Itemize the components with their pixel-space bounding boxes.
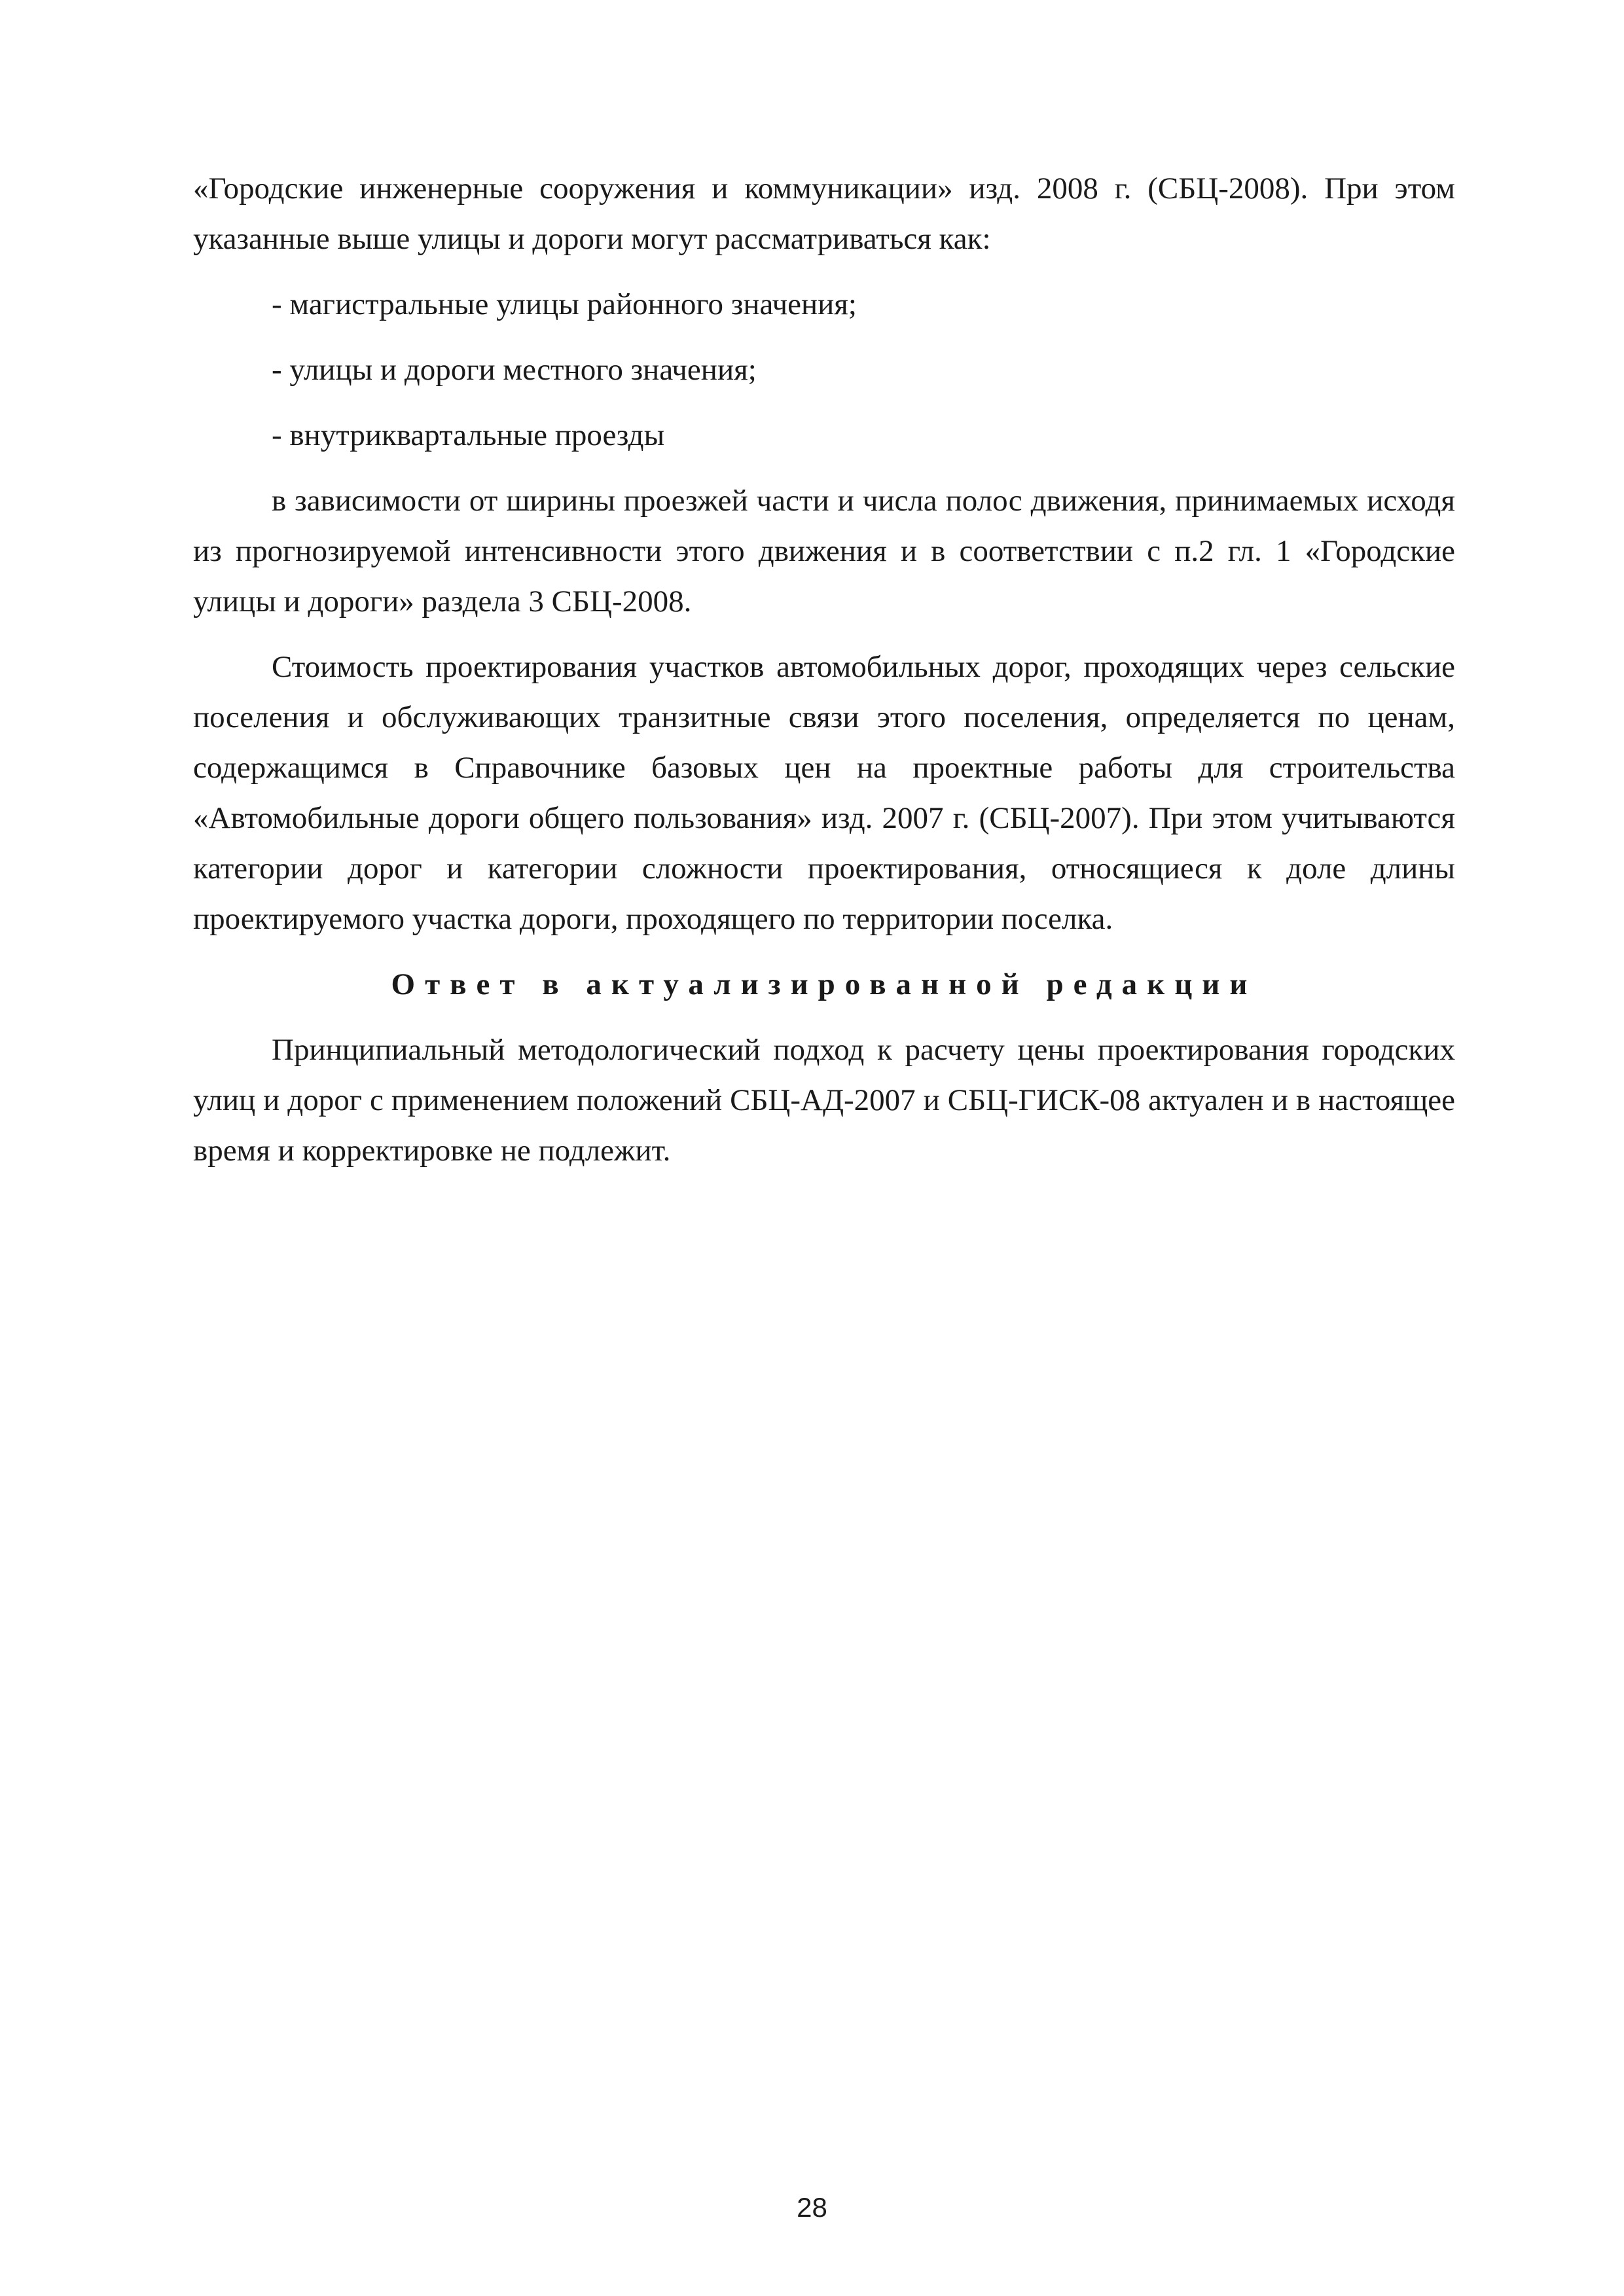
list-item-inner-passages: - внутриквартальные проезды [272,418,665,452]
section-heading: Ответ в актуализированной редакции [391,967,1257,1001]
document-page [193,164,1455,2127]
paragraph-answer: Принципиальный методологический подход к расчету цены проектирования городских улиц и дорог с применением положений СБЦ-АД-2007 и СБЦ-ГИСК-08 актуален и в настоящее время и корректировке не подлежит. [193,1033,1455,1168]
paragraph-dependency: в зависимости от ширины проезжей части и числа полос движения, принимаемых исходя из прогнозируемой интенсивности этого движения и в соответствии с п.2 гл. 1 «Городские улицы и дороги» раздела 3 СБЦ-2008. [193,484,1455,619]
list-item-local-streets: - улицы и дороги местного значения; [272,353,757,387]
page-number: 28 [797,2192,827,2223]
paragraph-rural-roads: Стоимость проектирования участков автомобильных дорог, проходящих через сельские поселения и обслуживающих транзитные связи этого поселения, определяется по ценам, содержащимся в Справочнике базовых цен на проектные работы для строительства «Автомобильные дороги общего пользования» изд. 2007 г. (СБЦ-2007). При этом учитываются категории дорог и категории сложности проектирования, относящиеся к доле длины проектируемого участка дороги, проходящего по территории поселка. [193,650,1455,936]
list-item-main-streets: - магистральные улицы районного значения; [272,287,857,321]
paragraph-continuation: «Городские инженерные сооружения и коммуникации» изд. 2008 г. (СБЦ-2008). При этом указанные выше улицы и дороги могут рассматриваться как: [193,171,1455,256]
